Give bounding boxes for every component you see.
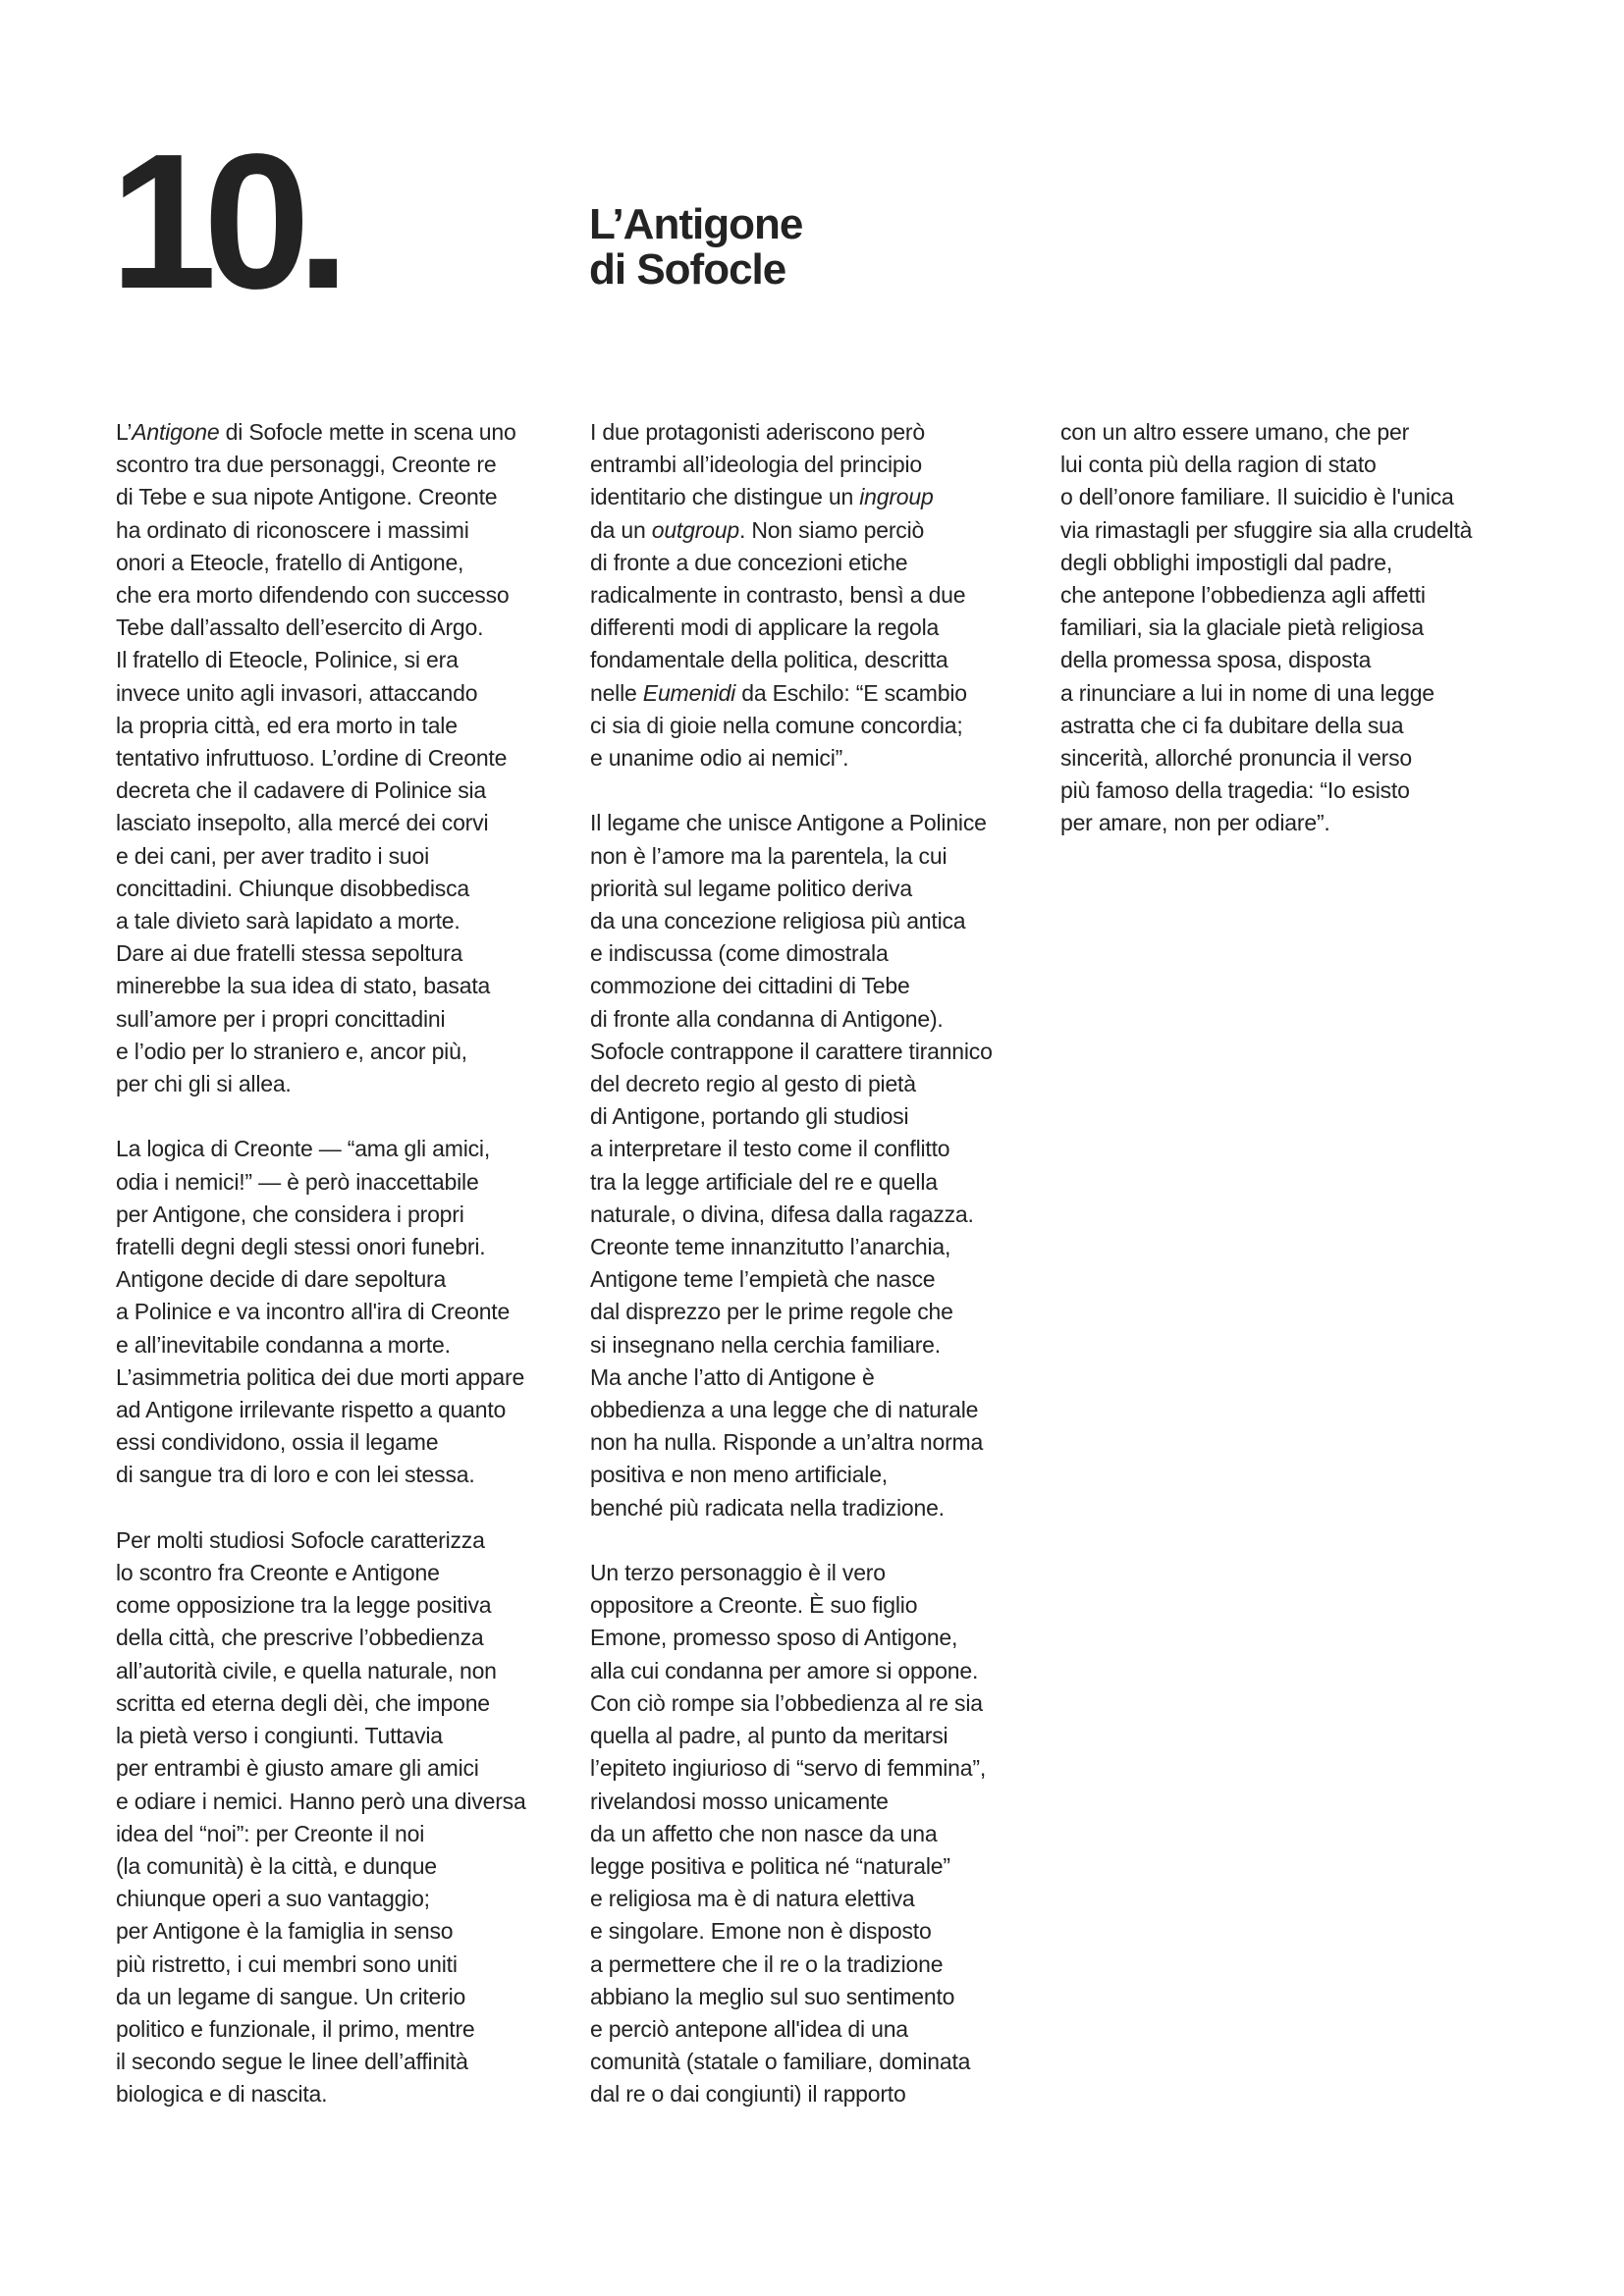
text-line: lasciato insepolto, alla mercé dei corvi xyxy=(116,810,489,836)
text-line: Tebe dall’assalto dell’esercito di Argo. xyxy=(116,614,484,641)
text-line: e odiare i nemici. Hanno però una diversa xyxy=(116,1788,526,1814)
text-run: da un xyxy=(590,516,652,543)
text-line: minerebbe la sua idea di stato, basata xyxy=(116,973,491,999)
text-run: L’ xyxy=(116,419,133,445)
text-line: per entrambi è giusto amare gli amici xyxy=(116,1755,479,1782)
text-line: lui conta più della ragion di stato xyxy=(1060,452,1377,478)
text-line: dal re o dai congiunti) il rapporto xyxy=(590,2081,906,2108)
text-line: e dei cani, per aver tradito i suoi xyxy=(116,842,430,869)
text-line: tentativo infruttuoso. L’ordine di Creonte xyxy=(116,745,508,772)
text-line xyxy=(590,514,1059,547)
text-line: concittadini. Chiunque disobbedisca xyxy=(116,875,469,901)
text-line: fratelli degni degli stessi onori funebri. xyxy=(116,1234,486,1260)
text-line: che era morto difendendo con successo xyxy=(116,582,510,609)
italic-title-text: ingroup xyxy=(859,484,934,510)
text-line: a tale divieto sarà lapidato a morte. xyxy=(116,908,460,934)
text-line: per Antigone, che considera i propri xyxy=(116,1201,464,1227)
italic-title-text: outgroup xyxy=(651,516,739,543)
text-line: e unanime odio ai nemici”. xyxy=(590,745,849,772)
text-line: Un terzo personaggio è il vero xyxy=(590,1560,886,1586)
text-line: come opposizione tra la legge positiva xyxy=(116,1592,492,1619)
text-line: da un legame di sangue. Un criterio xyxy=(116,1983,466,2009)
text-line: onori a Eteocle, fratello di Antigone, xyxy=(116,549,464,575)
text-line: scontro tra due personaggi, Creonte re xyxy=(116,452,497,478)
text-line: per chi gli si allea. xyxy=(116,1071,292,1097)
text-line: Antigone teme l’empietà che nasce xyxy=(590,1266,936,1293)
text-column-2 xyxy=(590,416,1059,2111)
text-line: quella al padre, al punto da meritarsi xyxy=(590,1723,948,1749)
text-line: e singolare. Emone non è disposto xyxy=(590,1918,932,1945)
paragraph xyxy=(590,807,1059,1523)
text-line: di Antigone, portando gli studiosi xyxy=(590,1103,909,1130)
text-line: di fronte alla condanna di Antigone). xyxy=(590,1005,944,1032)
text-line: odia i nemici!” — è però inaccettabile xyxy=(116,1168,479,1195)
text-line: commozione dei cittadini di Tebe xyxy=(590,973,910,999)
text-line: astratta che ci fa dubitare della sua xyxy=(1060,712,1404,738)
text-line: del decreto regio al gesto di pietà xyxy=(590,1071,916,1097)
text-line: comunità (statale o familiare, dominata xyxy=(590,2049,971,2075)
paragraph xyxy=(116,1524,585,2111)
text-line: Emone, promesso sposo di Antigone, xyxy=(590,1625,958,1651)
text-line: la propria città, ed era morto in tale xyxy=(116,712,458,738)
paragraph xyxy=(590,416,1059,774)
text-line: chiunque operi a suo vantaggio; xyxy=(116,1886,430,1912)
text-line: non è l’amore ma la parentela, la cui xyxy=(590,842,947,869)
text-line: alla cui condanna per amore si oppone. xyxy=(590,1657,979,1683)
text-line: invece unito agli invasori, attaccando xyxy=(116,679,478,706)
text-line: da una concezione religiosa più antica xyxy=(590,908,966,934)
text-line: più famoso della tragedia: “Io esisto xyxy=(1060,777,1410,804)
text-line: dal disprezzo per le prime regole che xyxy=(590,1299,953,1325)
text-line: della città, che prescrive l’obbedienza xyxy=(116,1625,484,1651)
text-line: il secondo segue le linee dell’affinità xyxy=(116,2049,468,2075)
text-line: via rimastagli per sfuggire sia alla crudeltà xyxy=(1060,516,1473,543)
text-line: La logica di Creonte — “ama gli amici, xyxy=(116,1136,491,1162)
chapter-title-line-1: L’Antigone xyxy=(589,200,803,248)
text-line: con un altro essere umano, che per xyxy=(1060,419,1410,445)
text-line: che antepone l’obbedienza agli affetti xyxy=(1060,582,1426,609)
text-line: per Antigone è la famiglia in senso xyxy=(116,1918,454,1945)
text-line: lo scontro fra Creonte e Antigone xyxy=(116,1560,440,1586)
text-line: decreta che il cadavere di Polinice sia xyxy=(116,777,487,804)
text-line: Per molti studiosi Sofocle caratterizza xyxy=(116,1526,485,1553)
chapter-number: 10. xyxy=(110,114,337,329)
text-line: biologica e di nascita. xyxy=(116,2081,328,2108)
text-line: politico e funzionale, il primo, mentre xyxy=(116,2015,475,2042)
text-line: ha ordinato di riconoscere i massimi xyxy=(116,516,469,543)
text-line: Antigone decide di dare sepoltura xyxy=(116,1266,447,1293)
text-line: di fronte a due concezioni etiche xyxy=(590,549,908,575)
text-line: sincerità, allorché pronuncia il verso xyxy=(1060,745,1413,772)
text-line: Ma anche l’atto di Antigone è xyxy=(590,1363,875,1390)
text-line: e perciò antepone all'idea di una xyxy=(590,2015,908,2042)
text-line: degli obblighi impostigli dal padre, xyxy=(1060,549,1393,575)
text-run: da Eschilo: “E scambio xyxy=(735,679,967,706)
text-line: benché più radicata nella tradizione. xyxy=(590,1494,945,1521)
text-line: entrambi all’ideologia del principio xyxy=(590,452,923,478)
paragraph xyxy=(590,1557,1059,2110)
text-line: naturale, o divina, difesa dalla ragazza. xyxy=(590,1201,974,1227)
text-line: (la comunità) è la città, e dunque xyxy=(116,1852,437,1879)
text-line: familiari, sia la glaciale pietà religiosa xyxy=(1060,614,1424,641)
text-line: oppositore a Creonte. È suo figlio xyxy=(590,1592,918,1619)
text-line: da un affetto che non nasce da una xyxy=(590,1820,938,1846)
italic-title-text: Antigone xyxy=(132,419,220,445)
chapter-title-line-2: di Sofocle xyxy=(589,245,786,294)
italic-title-text: Eumenidi xyxy=(642,679,736,706)
chapter-title xyxy=(589,202,802,293)
text-line: Sofocle contrappone il carattere tirannico xyxy=(590,1038,993,1064)
text-column-3 xyxy=(1060,416,1530,840)
text-run: . Non siamo perciò xyxy=(738,516,925,543)
text-line xyxy=(590,677,1059,710)
text-line: l’epiteto ingiurioso di “servo di femmina”, xyxy=(590,1755,987,1782)
text-line: la pietà verso i congiunti. Tuttavia xyxy=(116,1723,443,1749)
text-line xyxy=(116,416,585,449)
text-run: nelle xyxy=(590,679,643,706)
text-line: e all’inevitabile condanna a morte. xyxy=(116,1331,451,1358)
text-line: Il legame che unisce Antigone a Polinice xyxy=(590,810,987,836)
text-line: legge positiva e politica né “naturale” xyxy=(590,1852,950,1879)
paragraph xyxy=(116,1133,585,1491)
text-run: di Sofocle mette in scena uno xyxy=(219,419,516,445)
text-line: Creonte teme innanzitutto l’anarchia, xyxy=(590,1234,951,1260)
text-line: a interpretare il testo come il conflitto xyxy=(590,1136,950,1162)
text-line: rivelandosi mosso unicamente xyxy=(590,1788,889,1814)
text-line: a permettere che il re o la tradizione xyxy=(590,1950,944,1977)
text-line: e religiosa ma è di natura elettiva xyxy=(590,1886,915,1912)
text-line: a rinunciare a lui in nome di una legge xyxy=(1060,679,1435,706)
text-line: di sangue tra di loro e con lei stessa. xyxy=(116,1462,475,1488)
text-line: a Polinice e va incontro all'ira di Creonte xyxy=(116,1299,511,1325)
text-line: positiva e non meno artificiale, xyxy=(590,1462,888,1488)
text-line: ci sia di gioie nella comune concordia; xyxy=(590,712,963,738)
text-line xyxy=(590,481,1059,513)
paragraph xyxy=(116,416,585,1100)
text-line: più ristretto, i cui membri sono uniti xyxy=(116,1950,458,1977)
text-line: radicalmente in contrasto, bensì a due xyxy=(590,582,966,609)
text-line: abbiano la meglio sul suo sentimento xyxy=(590,1983,955,2009)
text-line: scritta ed eterna degli dèi, che impone xyxy=(116,1689,490,1716)
text-line: differenti modi di applicare la regola xyxy=(590,614,940,641)
text-line: tra la legge artificiale del re e quella xyxy=(590,1168,938,1195)
text-line: sull’amore per i propri concittadini xyxy=(116,1005,446,1032)
text-line: fondamentale della politica, descritta xyxy=(590,647,948,673)
text-line: e indiscussa (come dimostrala xyxy=(590,940,889,967)
text-line: non ha nulla. Risponde a un’altra norma xyxy=(590,1429,984,1456)
text-line: e l’odio per lo straniero e, ancor più, xyxy=(116,1038,467,1064)
paragraph xyxy=(1060,416,1530,840)
text-line: o dell’onore familiare. Il suicidio è l'unica xyxy=(1060,484,1454,510)
text-run: identitario che distingue un xyxy=(590,484,860,510)
text-line: priorità sul legame politico deriva xyxy=(590,875,912,901)
text-line: Il fratello di Eteocle, Polinice, si era xyxy=(116,647,459,673)
text-line: di Tebe e sua nipote Antigone. Creonte xyxy=(116,484,498,510)
text-line: Dare ai due fratelli stessa sepoltura xyxy=(116,940,463,967)
text-line: idea del “noi”: per Creonte il noi xyxy=(116,1820,425,1846)
text-line: obbedienza a una legge che di naturale xyxy=(590,1397,979,1423)
text-line: Con ciò rompe sia l’obbedienza al re sia xyxy=(590,1689,983,1716)
text-line: ad Antigone irrilevante rispetto a quanto xyxy=(116,1397,507,1423)
text-line: si insegnano nella cerchia familiare. xyxy=(590,1331,941,1358)
text-line: della promessa sposa, disposta xyxy=(1060,647,1372,673)
text-line: essi condividono, ossia il legame xyxy=(116,1429,439,1456)
text-line: all’autorità civile, e quella naturale, non xyxy=(116,1657,497,1683)
text-line: I due protagonisti aderiscono però xyxy=(590,419,925,445)
text-line: per amare, non per odiare”. xyxy=(1060,810,1330,836)
text-column-1 xyxy=(116,416,585,2111)
text-line: L’asimmetria politica dei due morti appare xyxy=(116,1363,525,1390)
